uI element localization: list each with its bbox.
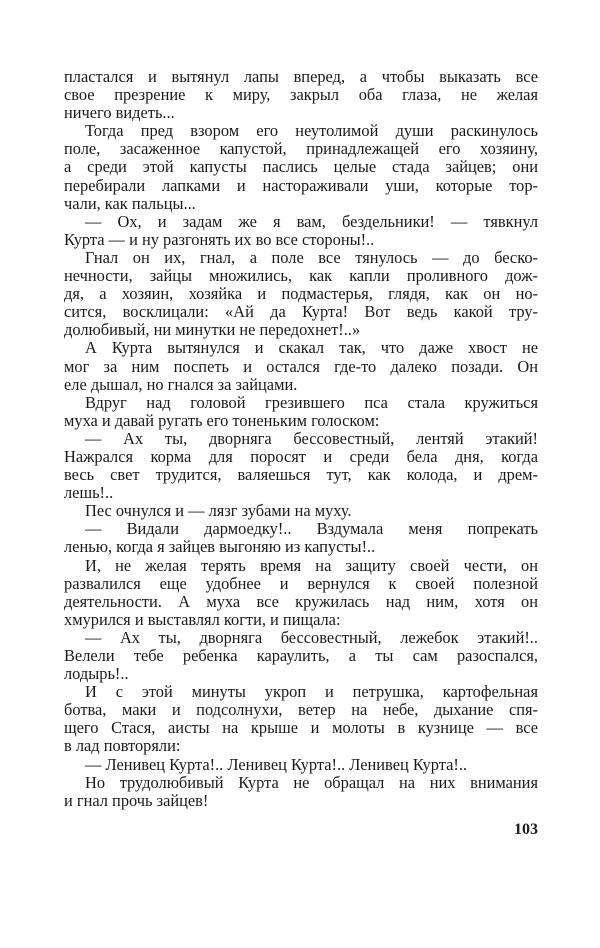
text-line: пластался и вытянул лапы вперед, а чтобы выказать все [64,67,538,86]
paragraph [64,249,538,339]
text-line: ботва, маки и подсолнухи, ветер на небе, дыхание спя- [64,700,538,720]
text-line: свое презрение к миру, закрыл оба глаза, не желая [64,85,538,105]
paragraph [64,557,538,629]
text-line: чали, как пальцы... [64,193,196,213]
text-line: — Ах ты, дворняга бессовестный, лентяй этакий! [85,428,538,448]
page-number: 103 [514,821,538,838]
text-line: в лад повторяли: [64,736,181,756]
text-line: Пес очнулся и — лязг зубами на муху. [85,501,352,521]
page-body-text [64,68,538,810]
paragraph [64,756,538,774]
text-line: А Курта вытянулся и скакал так, что даже хвост не [85,338,538,358]
paragraph [64,520,538,556]
text-line: поле, засаженное капустой, принадлежащей его хозяину, [64,139,538,159]
text-line: Велели тебе ребенка караулить, а ты сам разоспался, [64,646,538,665]
text-line: долюбивый, ни минутки не передохнет!..» [64,320,361,340]
text-line: — Видали дармоедку!.. Вздумала меня попрекать [85,519,538,539]
paragraph [64,502,538,520]
text-line: еле дышал, но гнался за зайцами. [64,374,298,394]
text-line: дя, а хозяин, хозяйка и подмастерья, глядя, как он но- [64,284,538,304]
text-line: Гнал он их, гнал, а поле все тянулось — до беско- [85,247,538,267]
paragraph [64,683,538,755]
text-line: ленью, когда я зайцев выгоняю из капусты!.. [64,537,376,557]
text-line: весь свет трудится, валяешься тут, как колода, и дрем- [64,465,538,485]
text-line: сится, восклицали: «Ай да Курта! Вот ведь какой тру- [64,302,538,322]
paragraph [64,122,538,212]
text-line: Вдруг над головой грезившего пса стала кружиться [85,392,538,412]
text-line: а среди этой капусты паслись целые стада зайцев; они [64,157,538,177]
text-line: Но трудолюбивый Курта не обращал на них внимания [85,772,538,792]
paragraph [64,430,538,502]
text-line: — Ах ты, дворняга бессовестный, лежебок этакий!.. [85,627,538,647]
text-line: мог за ним поспеть и остался где-то далеко позади. Он [64,356,538,376]
text-line: нечности, зайцы множились, как капли проливного дож- [64,266,538,286]
paragraph [64,774,538,810]
text-line: лодырь!.. [64,664,129,684]
text-line: И с этой минуты укроп и петрушка, картофельная [85,682,538,702]
text-line: и гнал прочь зайцев! [64,790,209,810]
text-line: Курта — и ну разгонять их во все стороны!.. [64,229,375,249]
paragraph [64,339,538,393]
paragraph [64,629,538,683]
paragraph [64,394,538,430]
text-line: щего Стася, аисты на крыше и молоты в кузнице — все [64,718,538,738]
text-line: — Ленивец Курта!.. Ленивец Курта!.. Ленивец Курта!.. [85,754,468,774]
text-line: Нажрался корма для поросят и среди бела дня, когда [64,446,538,466]
text-line: — Ох, и задам же я вам, бездельники! — тявкнул [85,211,538,231]
text-line: перебирали лапками и настораживали уши, которые тор- [64,175,538,195]
text-line: ничего видеть... [64,103,175,123]
paragraph [64,68,538,122]
paragraph [64,213,538,249]
text-line: хмурился и выставлял когти, и пищала: [64,609,341,629]
text-line: развалился еще удобнее и вернулся к своей полезной [64,573,538,593]
text-line: лешь!.. [64,483,114,503]
text-line: муха и давай ругать его тоненьким голоском: [64,410,380,430]
text-line: Тогда пред взором его неутолимой души раскинулось [85,121,538,141]
text-line: И, не желая терять время на защиту своей чести, он [85,555,538,575]
text-line: деятельности. А муха все кружилась над ним, хотя он [64,591,538,611]
